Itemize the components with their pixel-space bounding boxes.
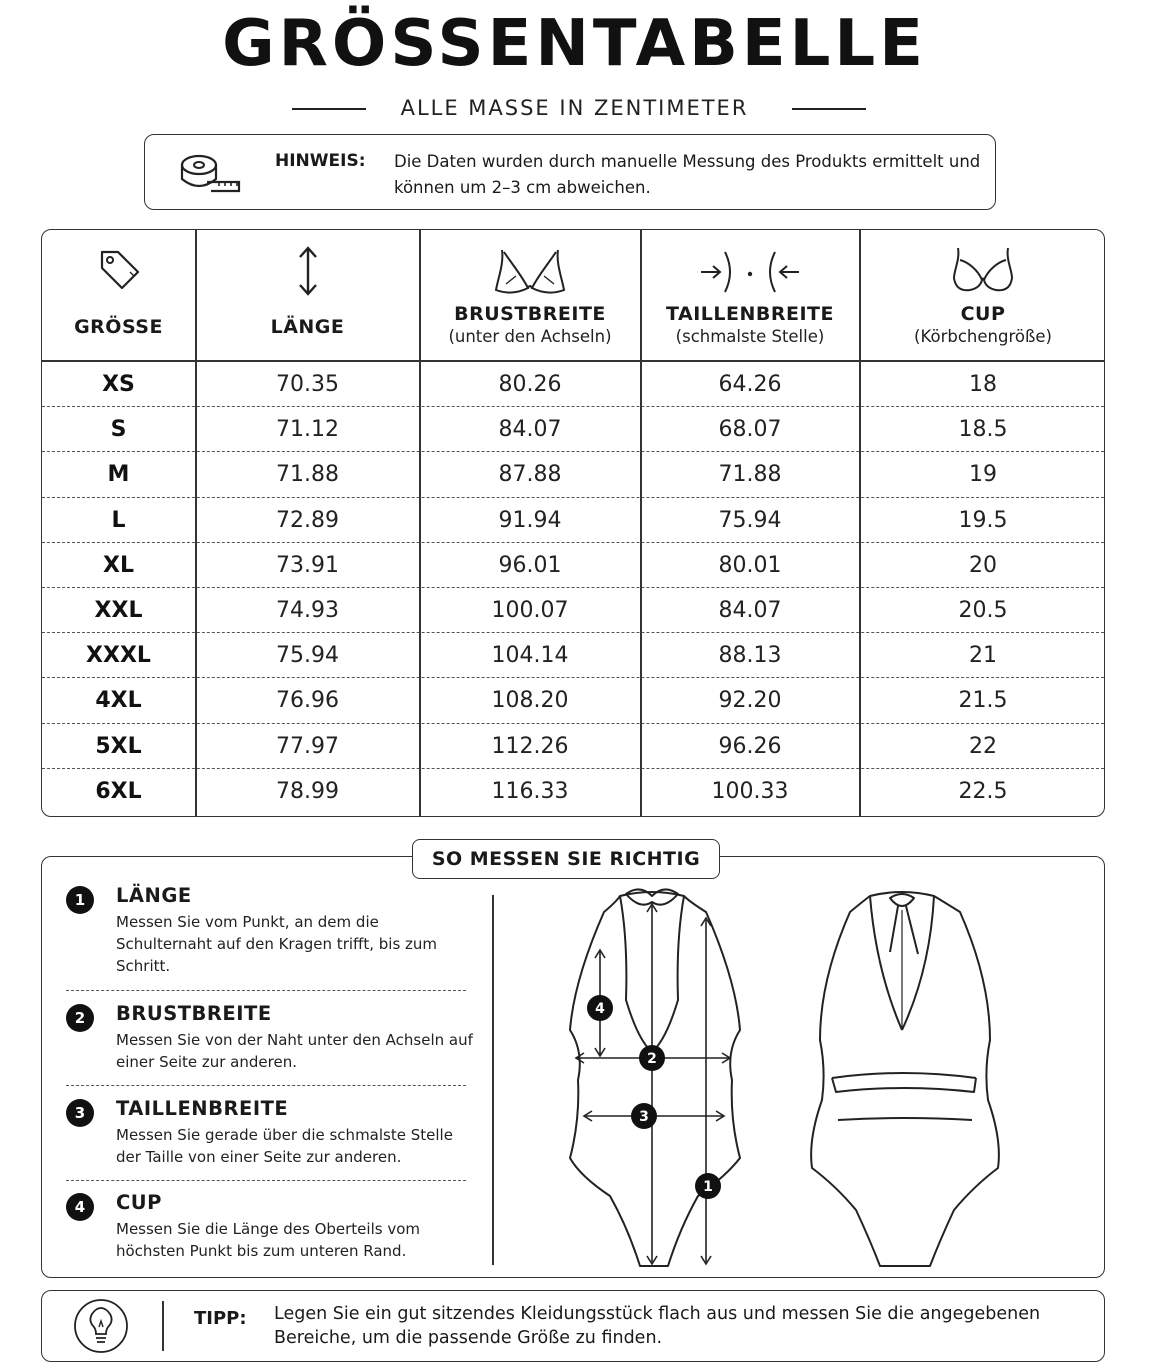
table-cell: 76.96 — [276, 688, 339, 714]
header-subtitle: (unter den Achseln) — [448, 327, 612, 346]
tag-icon — [42, 244, 195, 300]
table-cell: 68.07 — [718, 417, 782, 443]
step-taillenbreite — [66, 1097, 466, 1177]
table-cell: 108.20 — [491, 688, 569, 714]
size-cell: XXXL — [86, 643, 151, 669]
table-cell: 88.13 — [718, 643, 782, 669]
table-cell: 74.93 — [276, 598, 339, 623]
table-cell: 71.88 — [276, 462, 339, 488]
step-text: Messen Sie die Länge des Oberteils vom höchsten Punkt bis zum unteren Rand. — [116, 1220, 420, 1260]
marker-3: 3 — [639, 1109, 649, 1125]
step-text: Messen Sie gerade über die schmalste Stelle der Taille von einer Seite zur anderen. — [116, 1126, 453, 1166]
table-cell: 77.97 — [276, 733, 339, 759]
table-cell: 75.94 — [276, 643, 339, 669]
table-cell: 20.5 — [958, 598, 1008, 623]
diagram-markers — [587, 995, 721, 1199]
header-title: LÄNGE — [270, 316, 345, 338]
header-cup — [860, 230, 1105, 360]
table-cell: 70.35 — [276, 372, 339, 397]
waist-arrows-icon — [641, 244, 859, 300]
step-title: LÄNGE — [116, 884, 192, 907]
table-cell: 75.94 — [718, 507, 782, 533]
step-text: Messen Sie vom Punkt, an dem die Schulternaht auf den Kragen trifft, bis zum Schritt. — [116, 913, 438, 975]
table-cell: 18.5 — [958, 417, 1008, 443]
table-cell: 21 — [969, 643, 997, 669]
table-cell: 71.12 — [276, 417, 339, 443]
table-cell: 92.20 — [718, 688, 782, 714]
step-title: CUP — [116, 1191, 162, 1214]
table-cell: 19 — [969, 462, 997, 488]
note-text: Die Daten wurden durch manuelle Messung des Produkts ermittelt und können um 2–3 cm abweichen. — [394, 152, 981, 197]
size-cell: 5XL — [95, 733, 142, 759]
table-cell: 78.99 — [276, 778, 339, 804]
subtitle-row — [0, 94, 1149, 124]
table-cell: 87.88 — [498, 462, 562, 488]
guide-divider — [492, 895, 494, 1265]
step-cup — [66, 1191, 466, 1271]
row-divider — [42, 723, 1104, 724]
measure-guide-title: SO MESSEN SIE RICHTIG — [412, 839, 720, 879]
table-cell: 71.88 — [718, 462, 782, 488]
row-divider — [42, 497, 1104, 498]
marker-1: 1 — [703, 1179, 713, 1195]
step-number: 2 — [66, 1004, 94, 1032]
header-groesse — [42, 230, 195, 360]
step-brustbreite — [66, 1002, 473, 1082]
row-divider — [42, 406, 1104, 407]
table-cell: 80.26 — [498, 372, 562, 397]
row-divider — [42, 542, 1104, 543]
size-cell: M — [107, 462, 130, 488]
size-cell: XL — [103, 552, 134, 578]
size-cell: L — [111, 507, 126, 533]
row-divider — [42, 587, 1104, 588]
row-divider — [42, 632, 1104, 633]
step-title: BRUSTBREITE — [116, 1002, 272, 1025]
table-cell: 22 — [969, 733, 997, 759]
table-cell: 100.33 — [711, 778, 789, 804]
tip-text: Legen Sie ein gut sitzendes Kleidungsstück flach aus und messen Sie die angegebenen Bereiche, um die passende Größe zu finden. — [274, 1304, 1041, 1348]
header-divider — [42, 360, 1104, 362]
marker-2: 2 — [647, 1051, 657, 1067]
table-cell: 84.07 — [498, 417, 562, 443]
table-cell: 72.89 — [276, 507, 339, 533]
table-cell: 80.01 — [718, 552, 782, 578]
table-cell: 18 — [969, 372, 997, 397]
header-title: GRÖSSE — [74, 316, 163, 338]
table-cell: 91.94 — [498, 507, 562, 533]
lightbulb-icon — [72, 1297, 130, 1355]
step-number: 3 — [66, 1099, 94, 1127]
vertical-arrow-icon — [196, 244, 419, 300]
marker-4: 4 — [595, 1001, 605, 1017]
table-cell: 21.5 — [958, 688, 1008, 714]
table-cell: 100.07 — [491, 598, 569, 623]
row-divider — [42, 451, 1104, 452]
step-text: Messen Sie von der Naht unter den Achseln auf einer Seite zur anderen. — [116, 1031, 473, 1071]
step-laenge — [66, 884, 466, 984]
header-title: BRUSTBREITE — [454, 303, 606, 325]
header-brustbreite — [420, 230, 640, 360]
note-label: HINWEIS: — [275, 151, 366, 171]
cup-icon — [860, 244, 1105, 300]
subtitle-rule-right — [792, 108, 866, 110]
note-box — [144, 134, 996, 210]
size-table — [41, 229, 1105, 817]
row-divider — [42, 768, 1104, 769]
size-cell: 6XL — [95, 778, 142, 804]
table-cell: 104.14 — [491, 643, 569, 669]
size-cell: 4XL — [95, 688, 142, 714]
subtitle: ALLE MASSE IN ZENTIMETER — [400, 96, 749, 120]
step-divider — [66, 1085, 466, 1086]
table-cell: 20 — [969, 552, 997, 578]
header-title: CUP — [960, 303, 1006, 325]
table-cell: 64.26 — [718, 372, 782, 397]
tip-box — [41, 1290, 1105, 1362]
table-cell: 112.26 — [491, 733, 569, 759]
header-title: TAILLENBREITE — [666, 303, 834, 325]
table-cell: 73.91 — [276, 552, 339, 578]
header-taillenbreite — [641, 230, 859, 360]
step-number: 4 — [66, 1193, 94, 1221]
table-cell: 22.5 — [958, 778, 1008, 804]
step-divider — [66, 990, 466, 991]
swimsuit-front-illustration — [570, 889, 740, 1266]
step-title: TAILLENBREITE — [116, 1097, 289, 1120]
step-divider — [66, 1180, 466, 1181]
header-subtitle: (Körbchengröße) — [914, 327, 1052, 346]
measuring-tape-icon — [179, 151, 243, 195]
table-cell: 96.01 — [498, 552, 562, 578]
swimsuit-diagram — [540, 880, 1020, 1272]
table-cell: 19.5 — [958, 507, 1008, 533]
tip-divider — [162, 1301, 164, 1351]
size-cell: XXL — [94, 598, 143, 623]
tip-label: TIPP: — [194, 1308, 247, 1329]
page-title: GRÖSSENTABELLE — [222, 7, 927, 81]
header-subtitle: (schmalste Stelle) — [675, 327, 825, 346]
step-number: 1 — [66, 886, 94, 914]
bra-outline-icon — [420, 244, 640, 300]
size-cell: S — [110, 417, 127, 443]
swimsuit-back-illustration — [811, 892, 999, 1266]
row-divider — [42, 677, 1104, 678]
table-cell: 84.07 — [718, 598, 782, 623]
header-laenge — [196, 230, 419, 360]
table-cell: 116.33 — [491, 778, 569, 804]
size-cell: XS — [102, 372, 135, 397]
table-cell: 96.26 — [718, 733, 782, 759]
